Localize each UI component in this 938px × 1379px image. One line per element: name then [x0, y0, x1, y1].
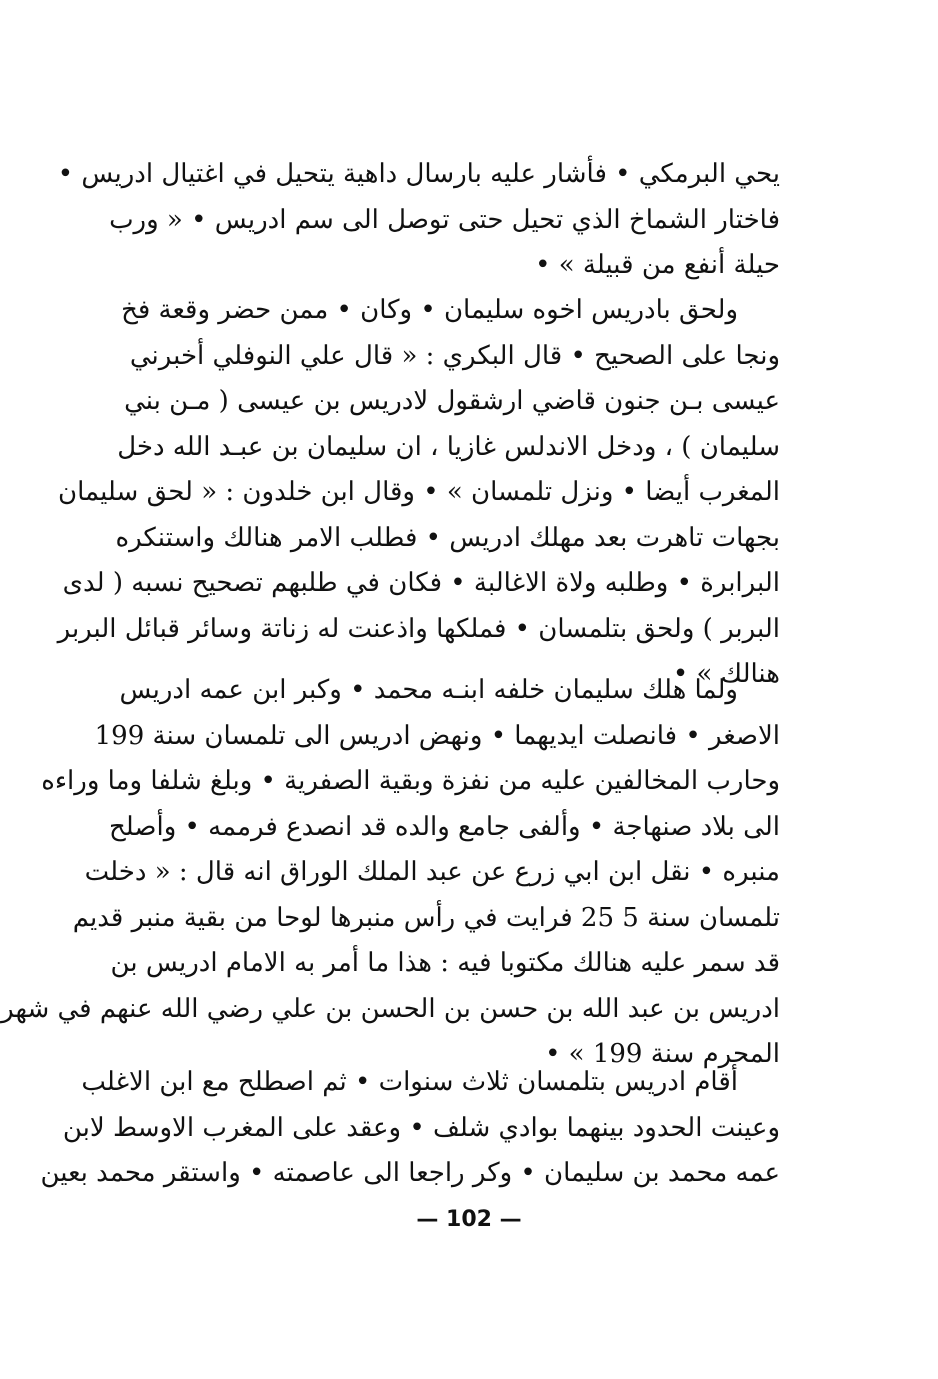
text-line: يحي البرمكي • فأشار عليه بارسال داهية يتحيل في اغتيال ادريس •	[57, 159, 780, 189]
text-line: وحارب المخالفين عليه من نفزة وبقية الصفرية • وبلغ شلفا وما وراءه	[41, 766, 780, 796]
text-line: ولحق بادريس اخوه سليمان • وكان • ممن حضر وقعة فخ	[121, 295, 738, 325]
text-line: ولما هلك سليمان خلفه ابنـه محمد • وكبر ابن عمه ادريس	[119, 675, 738, 705]
text-line: عمه محمد بن سليمان • وكر راجعا الى عاصمته • واستقر محمد بعين	[40, 1158, 780, 1188]
text-line: ونجا على الصحيح • قال البكري : « قال علي النوفلي أخبرني	[129, 340, 780, 371]
text-line: عيسى بـن جنون قاضي ارشقول لادريس بن عيسى ( مـن بني	[124, 386, 780, 416]
text-line: تلمسان سنة 5 25 فرايت في رأس منبرها لوحا من بقية منبر قديم	[72, 902, 780, 933]
text-line: المحرم سنة 199 » •	[545, 1039, 780, 1069]
paragraph-3	[1, 668, 780, 1078]
text-line: البرابرة • وطلبه ولاة الاغالبة • فكان في طلبهم تصحيح نسبه ( لدى	[62, 568, 780, 598]
text-line: قد سمر عليه هنالك مكتوبا فيه : هذا ما أمر به الامام ادريس بن	[110, 948, 780, 978]
text-line: فاختار الشماخ الذي تحيل حتى توصل الى سم ادريس • « ورب	[109, 204, 780, 235]
text-line: وعينت الحدود بينهما بوادي شلف • وعقد على المغرب الاوسط لابن	[62, 1112, 780, 1143]
text-line: بجهات تاهرت بعد مهلك ادريس • فطلب الامر هنالك واستنكره	[115, 522, 780, 553]
text-line: حيلة أنفع من قبيلة » •	[535, 250, 780, 280]
text-line: الاصغر • فانصلت ايديهما • ونهض ادريس الى تلمسان سنة 199	[94, 720, 780, 751]
text-line: البربر ) ولحق بتلمسان • فملكها واذعنت له زناتة وسائر قبائل البربر	[57, 613, 780, 644]
text-line: ادريس بن عبد الله بن حسن بن الحسن بن علي رضي الله عنهم في شهر	[1, 993, 780, 1024]
text-line: منبره • نقل ابن ابي زرع عن عبد الملك الوراق انه قال : « دخلت	[84, 857, 780, 887]
text-line: المغرب أيضا • ونزل تلمسان » • وقال ابن خلدون : « لحق سليمان	[58, 477, 780, 507]
text-line: الى بلاد صنهاجة • وألفى جامع والده قد انصدع فرممه • وأصلح	[109, 811, 780, 842]
page-number: — 102 —	[416, 1207, 522, 1232]
paragraph-4	[40, 1060, 780, 1197]
paragraph-2	[57, 288, 780, 698]
paragraph-1	[57, 152, 780, 289]
text-line: سليمان ) ، ودخل الاندلس غازيا ، ان سليمان بن عبـد الله دخل	[117, 431, 780, 462]
text-line: أقام ادريس بتلمسان ثلاث سنوات • ثم اصطلح مع ابن الاغلب	[81, 1067, 738, 1097]
text-line: هنالك » •	[672, 659, 780, 689]
